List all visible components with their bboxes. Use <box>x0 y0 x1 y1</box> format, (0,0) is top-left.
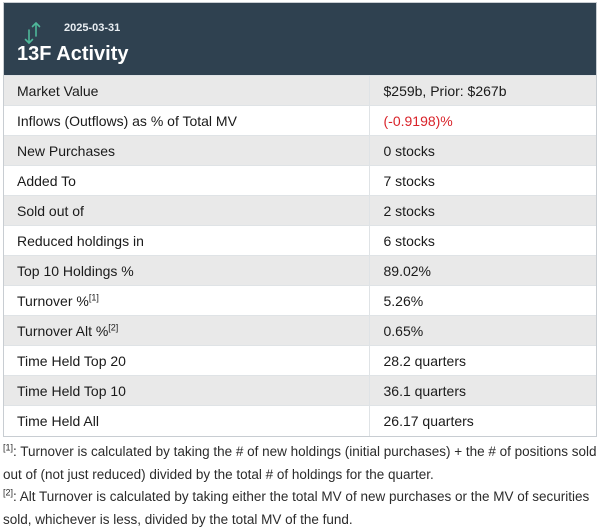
footnote-text: : Turnover is calculated by taking the # of new holdings (initial purchases) + the # of positions sold out of (not just reduced) divided by the total # of holdings for the quarter. <box>3 444 597 482</box>
row-label-text: Turnover % <box>17 292 89 309</box>
activity-table <box>4 75 596 436</box>
card-title: 13F Activity <box>17 43 129 65</box>
footnote-marker: [1] <box>3 442 14 453</box>
row-label <box>4 76 369 106</box>
table-row <box>4 76 596 106</box>
row-label <box>4 286 369 316</box>
row-value: 7 stocks <box>369 166 596 196</box>
row-label-text: Top 10 Holdings % <box>17 262 134 279</box>
footnote-1 <box>3 441 597 486</box>
row-value: 28.2 quarters <box>369 346 596 376</box>
row-label <box>4 406 369 436</box>
row-label <box>4 376 369 406</box>
row-value: 0 stocks <box>369 136 596 166</box>
row-label <box>4 256 369 286</box>
table-row <box>4 316 596 346</box>
row-value: 5.26% <box>369 286 596 316</box>
footnote-text: : Alt Turnover is calculated by taking either the total MV of new purchases or the MV of securities sold, whichever is less, divided by the total MV of the fund. <box>3 489 590 527</box>
row-label <box>4 136 369 166</box>
row-label-text: Added To <box>17 172 76 189</box>
activity-card <box>3 2 597 437</box>
row-value: 2 stocks <box>369 196 596 226</box>
table-row <box>4 376 596 406</box>
row-value: 89.02% <box>369 256 596 286</box>
row-label-text: Time Held Top 20 <box>17 352 126 369</box>
row-label-text: New Purchases <box>17 142 116 159</box>
row-label-text: Inflows (Outflows) as % of Total MV <box>17 112 237 129</box>
row-label-text: Reduced holdings in <box>17 232 144 249</box>
footnote-ref: [2] <box>108 321 119 332</box>
row-value: $259b, Prior: $267b <box>369 76 596 106</box>
table-row <box>4 226 596 256</box>
row-label-text: Time Held All <box>17 412 99 429</box>
table-row <box>4 106 596 136</box>
row-value: 26.17 quarters <box>369 406 596 436</box>
row-value: 6 stocks <box>369 226 596 256</box>
row-label <box>4 166 369 196</box>
footnote-2 <box>3 486 597 531</box>
row-label-text: Turnover Alt % <box>17 322 109 339</box>
footnote-ref: [1] <box>88 291 99 302</box>
table-row <box>4 286 596 316</box>
card-header <box>4 3 596 75</box>
row-label <box>4 226 369 256</box>
table-row <box>4 196 596 226</box>
row-label <box>4 196 369 226</box>
table-row <box>4 346 596 376</box>
row-value: (-0.9198)% <box>369 106 596 136</box>
row-label <box>4 316 369 346</box>
report-date: 2025-03-31 <box>64 22 121 34</box>
row-label-text: Sold out of <box>17 202 84 219</box>
footnotes <box>3 441 597 531</box>
footnote-marker: [2] <box>3 487 14 498</box>
row-value: 0.65% <box>369 316 596 346</box>
row-value: 36.1 quarters <box>369 376 596 406</box>
row-label <box>4 106 369 136</box>
table-row <box>4 406 596 436</box>
row-label <box>4 346 369 376</box>
table-row <box>4 136 596 166</box>
row-label-text: Time Held Top 10 <box>17 382 126 399</box>
table-row <box>4 166 596 196</box>
table-row <box>4 256 596 286</box>
row-label-text: Market Value <box>17 82 99 99</box>
